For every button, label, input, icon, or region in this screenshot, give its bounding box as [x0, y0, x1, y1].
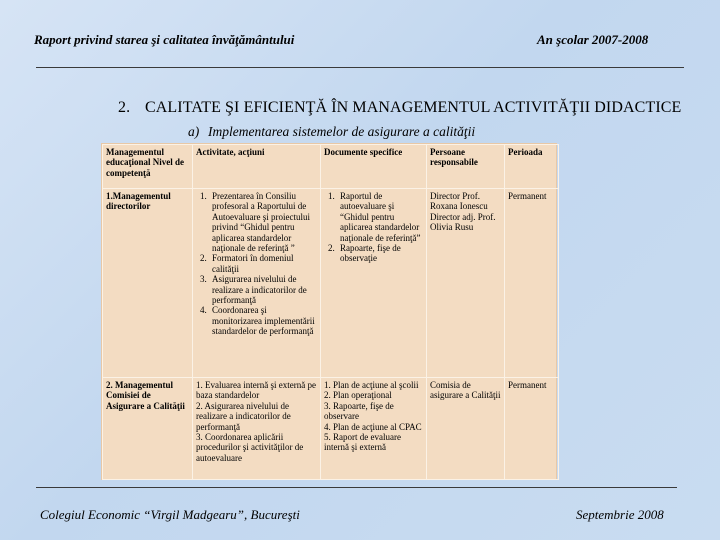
documents-cell [321, 378, 427, 480]
list-item: 1. Plan de acţiune al şcolii [324, 380, 419, 390]
list-item: 1. Prezentarea în Consiliu profesoral a Raportului de Autoevaluare şi proiectului privind “Ghidul pentru aplicarea standardelor naţionale de referinţă ” [200, 191, 310, 254]
school-year: An şcolar 2007-2008 [537, 32, 649, 47]
list-item: 2. Plan operaţional [324, 390, 392, 401]
competence-level-cell: 1.Managementul directorilor [103, 189, 193, 378]
list-item: 1. Evaluarea internă şi externă pe baza standardelor [196, 380, 316, 401]
section-heading [118, 99, 681, 117]
bottom-divider [36, 487, 677, 488]
table [102, 144, 559, 480]
column-header: Activitate, acţiuni [193, 145, 321, 189]
report-title: Raport privind starea şi calitatea învăţământului [34, 32, 295, 47]
period-cell: Permanent [505, 378, 559, 480]
list-item: 2. Asigurarea nivelului de realizare a indicatorilor de performanţă [196, 400, 291, 432]
section-title: CALITATE ŞI EFICIENŢĂ ÎN MANAGEMENTUL ACTIVITĂŢII DIDACTICE [145, 99, 682, 116]
list-item: 2. Formatori în domeniul calităţii [200, 253, 294, 274]
table-row [103, 378, 559, 480]
column-header: Perioada [505, 145, 559, 189]
period-cell: Permanent [505, 189, 559, 378]
list-item: 4. Plan de acţiune al CPAC [324, 421, 422, 432]
list-item: 3. Coordonarea aplicării procedurilor şi activităţilor de autoevaluare [196, 432, 304, 463]
subsection-letter: a) [188, 124, 200, 139]
competence-level-cell: 2. Managementul Comisiei de Asigurare a Calităţii [103, 378, 193, 480]
list-item: 5. Raport de evaluare internă şi externă [324, 432, 401, 453]
column-header: Documente specifice [321, 145, 427, 189]
table-header-row [103, 145, 559, 189]
section-number: 2. [118, 99, 131, 116]
responsible-cell: Comisia de asigurare a Calităţii [427, 378, 505, 480]
list-item: 4. Coordonarea şi monitorizarea implementării standardelor de performanţă [200, 305, 315, 337]
report-date: Septembrie 2008 [576, 507, 664, 522]
list-item: 2. Rapoarte, fişe de observaţie [328, 243, 401, 264]
quality-table [101, 143, 557, 480]
responsible-cell: Director Prof. Roxana Ionescu Director adj. Prof. Olivia Rusu [427, 189, 505, 378]
list-item: 1. Raportul de autoevaluare şi “Ghidul pentru aplicarea standardelor naţionale de referinţă” [328, 191, 421, 243]
documents-cell [321, 189, 427, 378]
table-row [103, 189, 559, 378]
list-item: 3. Rapoarte, fişe de observare [324, 400, 394, 422]
school-name: Colegiul Economic “Virgil Madgearu”, Bucureşti [40, 507, 300, 522]
activities-cell [193, 378, 321, 480]
subsection-heading [188, 124, 475, 140]
top-divider [36, 67, 684, 68]
activities-cell [193, 189, 321, 378]
subsection-title: Implementarea sistemelor de asigurare a calităţii [208, 124, 476, 139]
column-header: Persoane responsabile [427, 145, 505, 189]
list-item: 3. Asigurarea nivelului de realizare a indicatorilor de performanţă [200, 274, 307, 306]
column-header: Managementul educaţional Nivel de competenţă [103, 145, 193, 189]
